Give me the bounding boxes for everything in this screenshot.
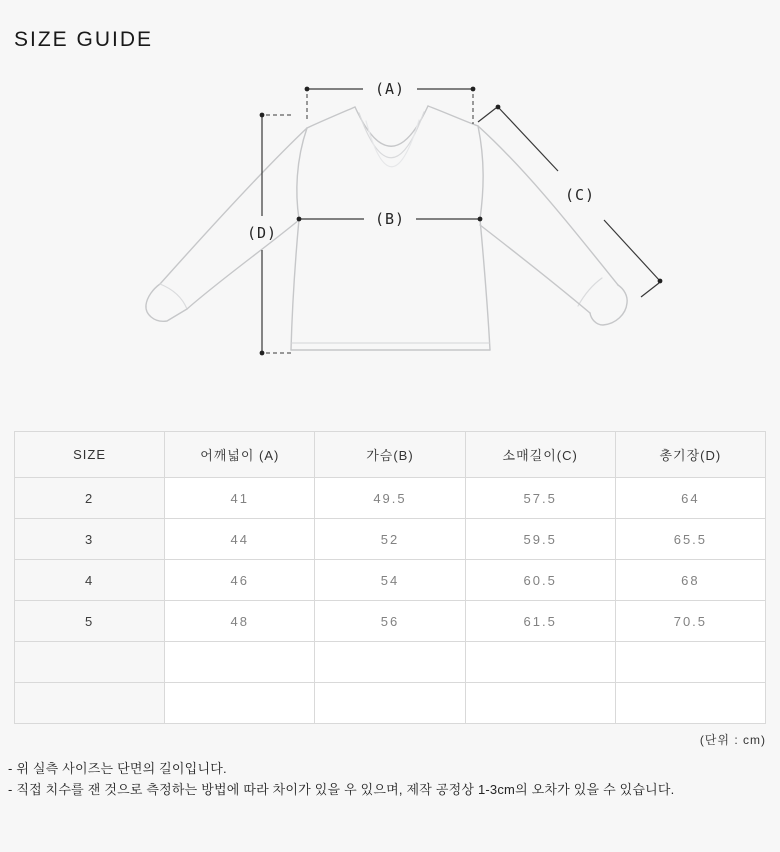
size-cell: 5 [15, 601, 165, 642]
measure-c-endpoint [658, 279, 663, 284]
measurement-b [297, 210, 483, 228]
collar-band-seam [366, 120, 419, 167]
measurement-cell: 64 [615, 478, 765, 519]
table-row [15, 478, 766, 519]
left-armhole [297, 128, 307, 219]
right-sleeve-top [478, 126, 618, 285]
right-cuff [590, 285, 627, 325]
measurement-cell: 65.5 [615, 519, 765, 560]
size-measurement-diagram [0, 68, 780, 428]
measure-c-line [604, 220, 660, 281]
measurement-cell: 56 [315, 601, 465, 642]
measurement-cell: 54 [315, 560, 465, 601]
measurement-cell: 44 [165, 519, 315, 560]
measurement-label-b: (B) [374, 210, 406, 228]
measure-a-endpoint [305, 87, 310, 92]
size-table [14, 431, 766, 724]
size-cell: 3 [15, 519, 165, 560]
column-header-sleeve: 소매길이(C) [465, 432, 615, 478]
measurement-cell: 57.5 [465, 478, 615, 519]
left-sleeve-bottom [187, 220, 299, 309]
measurement-cell [315, 683, 465, 724]
column-header-shoulder: 어깨넓이 (A) [165, 432, 315, 478]
measurement-label-d: (D) [246, 224, 278, 242]
body-right-side [480, 219, 490, 350]
right-sleeve-bottom [480, 225, 590, 313]
measure-d-endpoint [260, 113, 265, 118]
left-cuff [146, 284, 187, 321]
body-left-side [291, 219, 299, 350]
table-row [15, 519, 766, 560]
unit-note: (단위 : cm) [699, 733, 766, 747]
measurement-cell: 52 [315, 519, 465, 560]
table-row [15, 601, 766, 642]
measurement-cell [615, 683, 765, 724]
measurement-cell [165, 683, 315, 724]
column-header-chest: 가슴(B) [315, 432, 465, 478]
measurement-d [247, 113, 294, 356]
measurement-cell: 46 [165, 560, 315, 601]
measure-b-endpoint [478, 217, 483, 222]
measurement-cell [615, 642, 765, 683]
measure-a-endpoint [471, 87, 476, 92]
right-armhole [478, 126, 483, 219]
note-line: - 직접 치수를 잰 것으로 측정하는 방법에 따라 차이가 있을 우 있으며, 제작 공정상 1-3cm의 오차가 있을 수 있습니다. [8, 782, 675, 797]
right-shoulder-line [428, 106, 478, 126]
measurement-label-c: (C) [564, 186, 596, 204]
size-guide-notes [8, 758, 780, 800]
measurement-cell: 60.5 [465, 560, 615, 601]
column-header-length: 총기장(D) [615, 432, 765, 478]
measurement-cell: 68 [615, 560, 765, 601]
measure-b-endpoint [297, 217, 302, 222]
measurement-label-a: (A) [374, 80, 406, 98]
size-cell [15, 642, 165, 683]
measurement-cell [465, 642, 615, 683]
right-cuff-seam [578, 278, 602, 306]
left-cuff-seam [160, 284, 187, 309]
left-sleeve-top [160, 128, 307, 284]
table-row [15, 683, 766, 724]
column-header-size: SIZE [15, 432, 165, 478]
measure-c-tick [478, 108, 496, 122]
measurement-cell: 70.5 [615, 601, 765, 642]
note-line: - 위 실측 사이즈는 단면의 길이입니다. [8, 761, 227, 776]
size-cell: 4 [15, 560, 165, 601]
measurement-cell [165, 642, 315, 683]
measurement-cell [465, 683, 615, 724]
measurement-cell [315, 642, 465, 683]
measure-c-endpoint [496, 105, 501, 110]
page-title: SIZE GUIDE [14, 28, 154, 51]
measure-c-tick [641, 283, 659, 297]
measurement-cell: 59.5 [465, 519, 615, 560]
measurement-cell: 49.5 [315, 478, 465, 519]
measure-d-endpoint [260, 351, 265, 356]
left-shoulder-line [307, 107, 355, 128]
measurement-cell: 61.5 [465, 601, 615, 642]
size-cell: 2 [15, 478, 165, 519]
garment-outline [146, 106, 627, 350]
table-row [15, 642, 766, 683]
measurement-c [478, 105, 662, 297]
measurement-cell: 48 [165, 601, 315, 642]
size-cell [15, 683, 165, 724]
measure-c-line [498, 107, 558, 171]
measurement-cell: 41 [165, 478, 315, 519]
table-header-row [15, 432, 766, 478]
table-row [15, 560, 766, 601]
